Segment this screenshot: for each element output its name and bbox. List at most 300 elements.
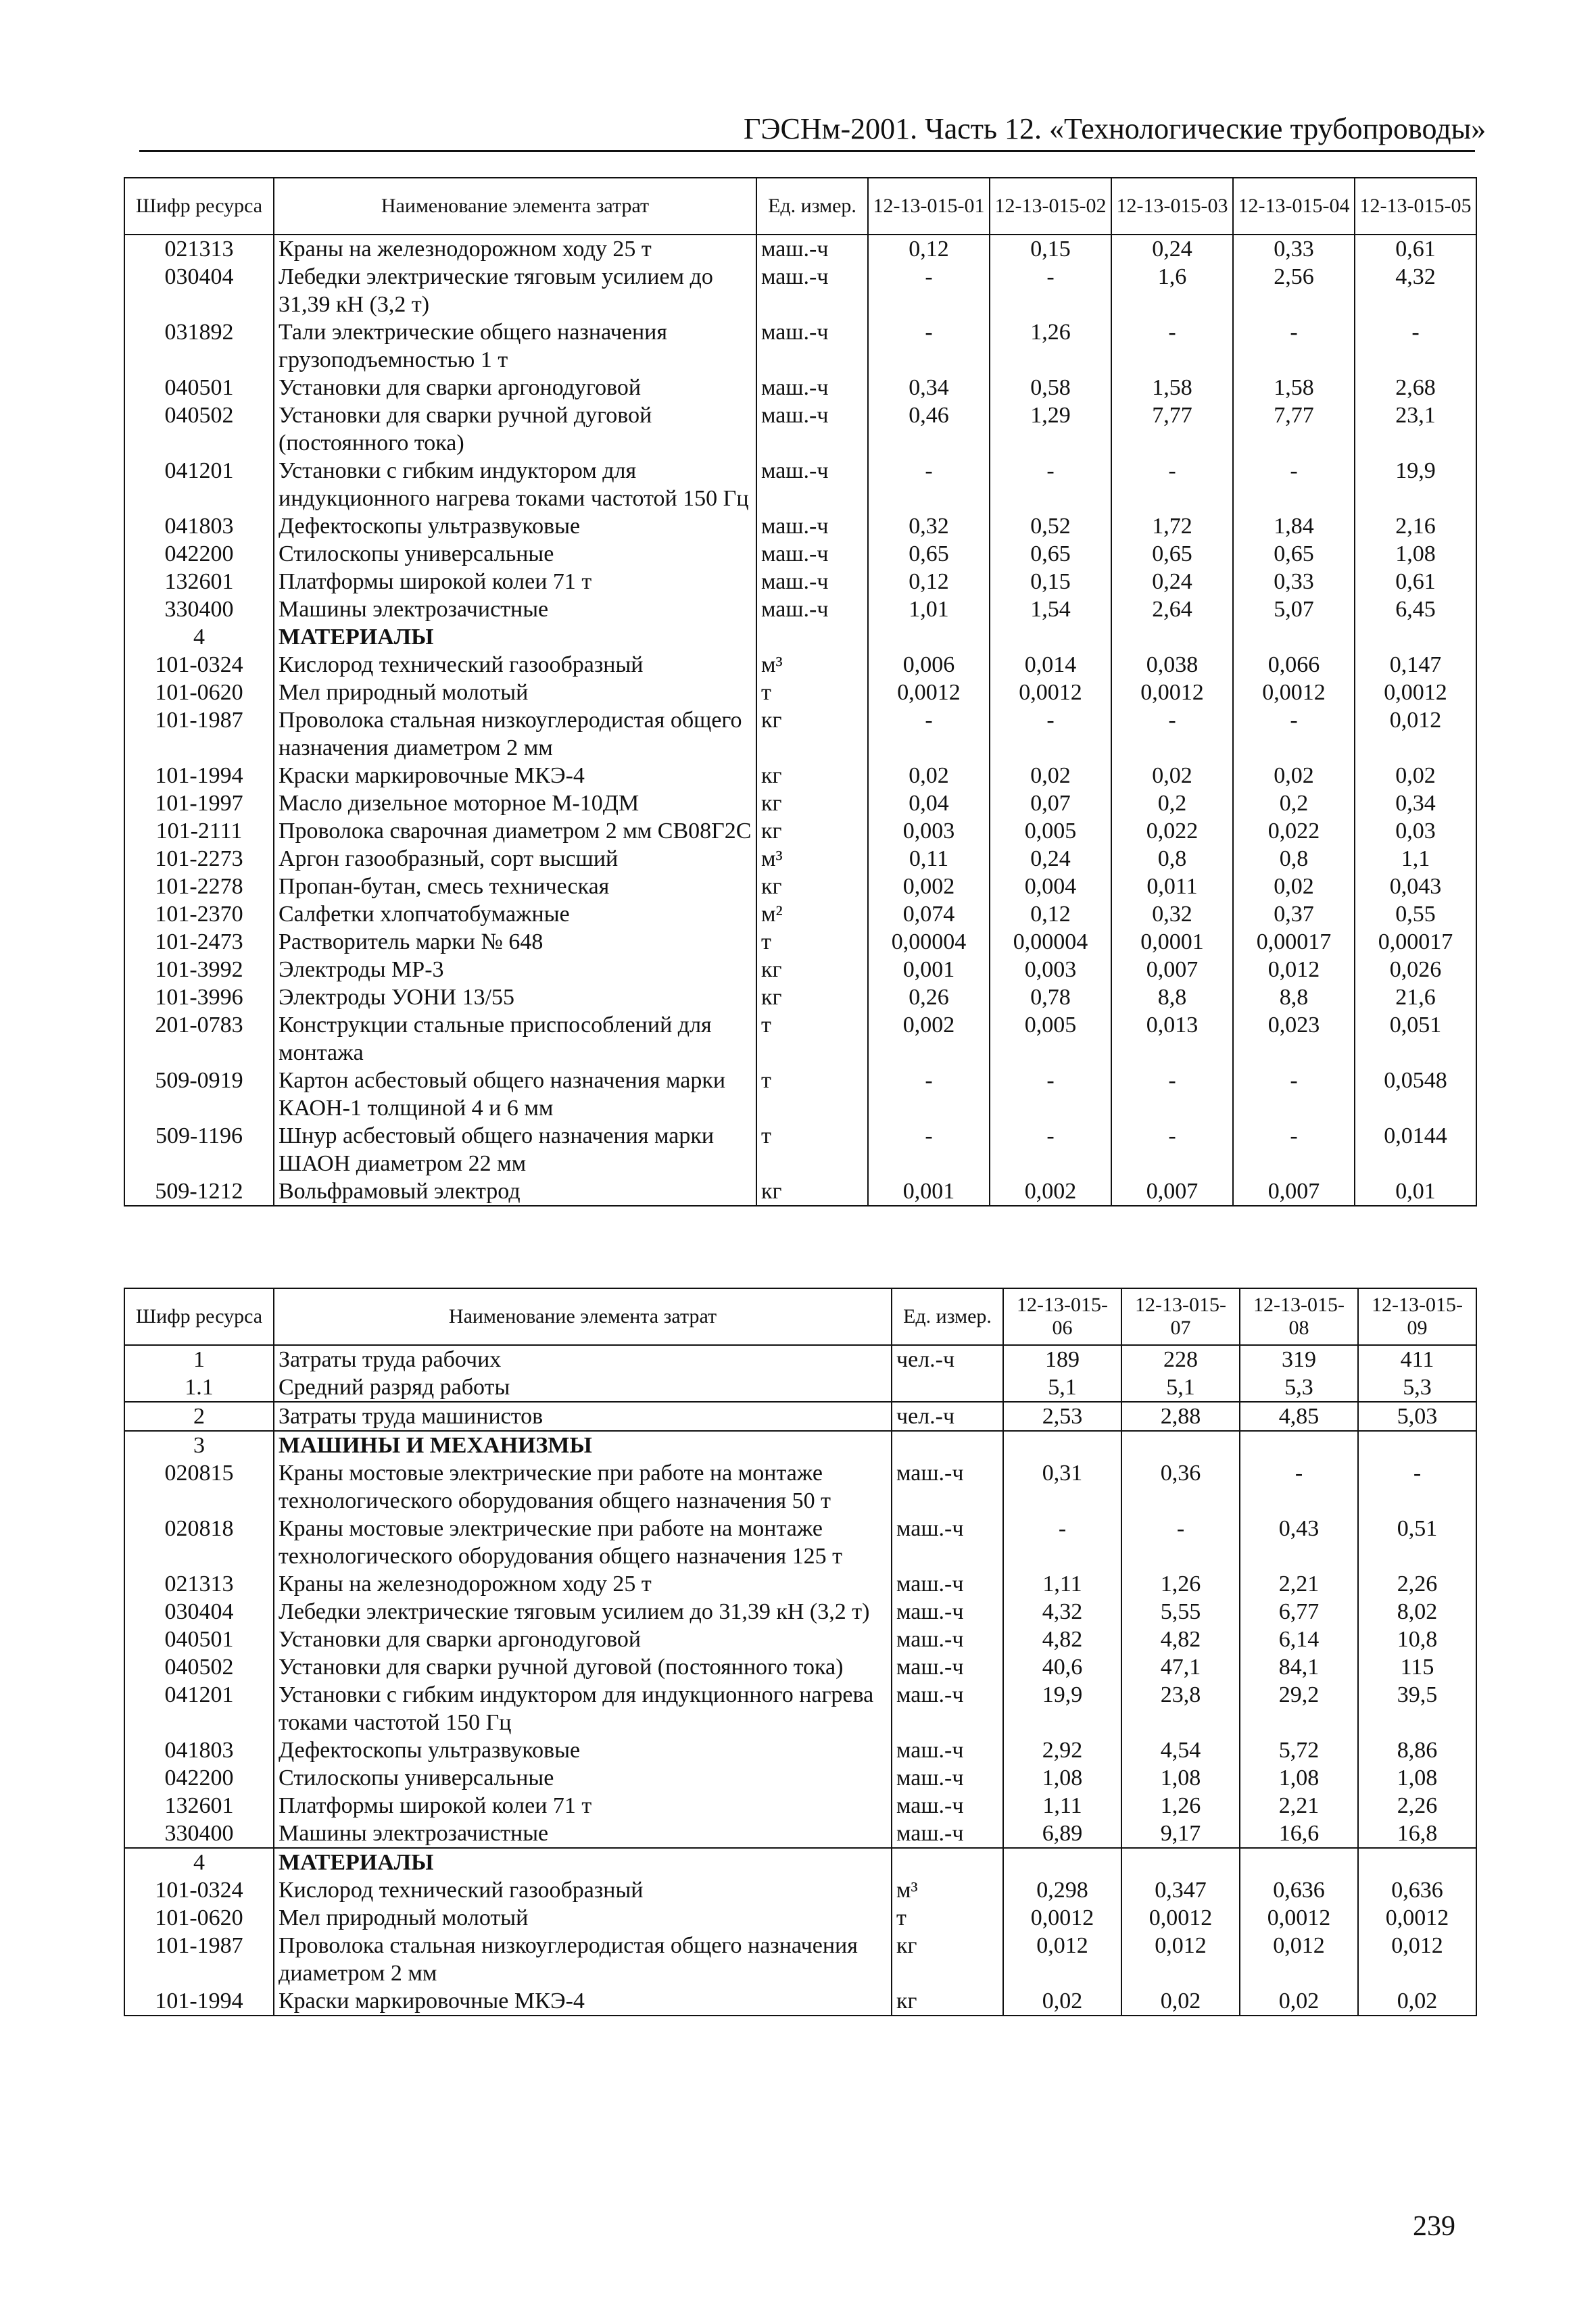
value-cell: - (1233, 318, 1355, 374)
value-cell: - (1121, 1515, 1240, 1570)
cost-element-name: Электроды УОНИ 13/55 (274, 983, 756, 1011)
value-cell: 0,8 (1111, 845, 1233, 873)
unit-cell: т (756, 679, 868, 706)
cost-element-name: Краны на железнодорожном ходу 25 т (274, 1570, 892, 1598)
unit-cell: маш.-ч (892, 1764, 1003, 1792)
resource-code: 3 (124, 1431, 274, 1459)
value-cell: 0,00017 (1233, 928, 1355, 956)
unit-cell: маш.-ч (756, 401, 868, 457)
value-cell: 0,33 (1233, 235, 1355, 263)
unit-cell (892, 1848, 1003, 1876)
value-cell: 21,6 (1355, 983, 1476, 1011)
resource-code: 101-0620 (124, 679, 274, 706)
value-cell: 2,64 (1111, 595, 1233, 623)
value-cell: - (1358, 1459, 1476, 1515)
value-cell: 2,53 (1003, 1402, 1121, 1431)
value-cell: 1,29 (990, 401, 1111, 457)
value-cell: 0,026 (1355, 956, 1476, 983)
value-cell: 2,16 (1355, 512, 1476, 540)
value-cell: - (1111, 1067, 1233, 1122)
value-cell: - (1111, 318, 1233, 374)
cost-element-name: Платформы широкой колеи 71 т (274, 1792, 892, 1820)
cost-element-name: Установки с гибким индуктором для индукционного нагрева токами частотой 150 Гц (274, 1681, 892, 1736)
value-cell: 23,8 (1121, 1681, 1240, 1736)
value-cell: 1,08 (1003, 1764, 1121, 1792)
value-cell: - (1355, 318, 1476, 374)
cost-element-name: Конструкции стальные приспособлений для монтажа (274, 1011, 756, 1067)
unit-cell: маш.-ч (756, 318, 868, 374)
value-cell: - (1111, 1122, 1233, 1177)
value-cell: 0,001 (868, 956, 990, 983)
resource-code: 042200 (124, 540, 274, 568)
value-cell: 0,37 (1233, 900, 1355, 928)
value-cell: 2,68 (1355, 374, 1476, 401)
table-row (124, 900, 1476, 928)
value-cell: 4,54 (1121, 1736, 1240, 1764)
cost-element-name: Лебедки электрические тяговым усилием до 31,39 кН (3,2 т) (274, 1598, 892, 1626)
value-cell: 6,14 (1240, 1626, 1358, 1653)
resource-code: 041201 (124, 1681, 274, 1736)
header-rule (139, 150, 1475, 152)
unit-cell: кг (756, 956, 868, 983)
unit-cell: маш.-ч (892, 1459, 1003, 1515)
value-cell: 0,013 (1111, 1011, 1233, 1067)
value-cell: 228 (1121, 1345, 1240, 1373)
value-cell: 6,89 (1003, 1820, 1121, 1848)
value-cell: 0,022 (1233, 817, 1355, 845)
value-cell (1003, 1848, 1121, 1876)
cost-element-name: Мел природный молотый (274, 679, 756, 706)
value-cell: 0,298 (1003, 1876, 1121, 1904)
unit-cell (756, 623, 868, 651)
cost-element-name: Пропан-бутан, смесь техническая (274, 873, 756, 900)
unit-cell: м² (756, 900, 868, 928)
value-cell: 10,8 (1358, 1626, 1476, 1653)
value-cell: 0,02 (1121, 1987, 1240, 2016)
value-cell: 0,066 (1233, 651, 1355, 679)
cost-element-name: Масло дизельное моторное М-10ДМ (274, 789, 756, 817)
value-cell: 7,77 (1111, 401, 1233, 457)
value-cell: 0,051 (1355, 1011, 1476, 1067)
value-cell: 0,58 (990, 374, 1111, 401)
value-cell (1003, 1431, 1121, 1459)
table-row (124, 651, 1476, 679)
value-cell: 0,32 (868, 512, 990, 540)
value-cell: 0,005 (990, 1011, 1111, 1067)
resource-code: 101-0324 (124, 1876, 274, 1904)
resource-code: 4 (124, 1848, 274, 1876)
value-cell: 0,34 (1355, 789, 1476, 817)
cost-element-name: Дефектоскопы ультразвуковые (274, 512, 756, 540)
value-cell: 4,32 (1355, 263, 1476, 318)
header-cost-element: Наименование элемента затрат (274, 178, 756, 235)
value-cell: 2,56 (1233, 263, 1355, 318)
value-cell: 6,45 (1355, 595, 1476, 623)
resource-code: 101-1987 (124, 706, 274, 762)
value-cell: - (990, 706, 1111, 762)
page-header-title: ГЭСНм-2001. Часть 12. «Технологические трубопроводы» (744, 112, 1486, 145)
value-cell: 4,82 (1003, 1626, 1121, 1653)
table-row (124, 1904, 1476, 1932)
value-cell: 0,0548 (1355, 1067, 1476, 1122)
value-cell: 0,34 (868, 374, 990, 401)
table-row (124, 263, 1476, 318)
table-row (124, 762, 1476, 789)
value-cell: - (1003, 1515, 1121, 1570)
table-row (124, 928, 1476, 956)
value-cell: 4,32 (1003, 1598, 1121, 1626)
value-cell: 0,55 (1355, 900, 1476, 928)
value-cell: 0,0012 (1121, 1904, 1240, 1932)
unit-cell: маш.-ч (892, 1736, 1003, 1764)
value-cell: 0,023 (1233, 1011, 1355, 1067)
table-row (124, 1570, 1476, 1598)
cost-element-name: Проволока сварочная диаметром 2 мм СВ08Г2С (274, 817, 756, 845)
value-cell: 8,86 (1358, 1736, 1476, 1764)
header-norm-02: 12-13-015-02 (990, 178, 1111, 235)
unit-cell: маш.-ч (892, 1598, 1003, 1626)
header-norm-09: 12-13-015-09 (1358, 1288, 1476, 1345)
unit-cell: маш.-ч (892, 1820, 1003, 1848)
resource-code: 101-2273 (124, 845, 274, 873)
value-cell: - (868, 457, 990, 512)
value-cell: - (990, 263, 1111, 318)
table-row (124, 1515, 1476, 1570)
unit-cell: кг (756, 1177, 868, 1206)
cost-element-name: Установки с гибким индуктором для индукционного нагрева токами частотой 150 Гц (274, 457, 756, 512)
unit-cell: кг (756, 706, 868, 762)
value-cell: 0,31 (1003, 1459, 1121, 1515)
resource-code: 030404 (124, 1598, 274, 1626)
value-cell: - (1111, 457, 1233, 512)
unit-cell (892, 1431, 1003, 1459)
value-cell: 19,9 (1003, 1681, 1121, 1736)
value-cell: 4,85 (1240, 1402, 1358, 1431)
unit-cell: кг (756, 983, 868, 1011)
unit-cell: маш.-ч (892, 1681, 1003, 1736)
header-norm-05: 12-13-015-05 (1355, 178, 1476, 235)
value-cell: 1,08 (1121, 1764, 1240, 1792)
table-row (124, 789, 1476, 817)
value-cell: - (1233, 706, 1355, 762)
value-cell: 0,51 (1358, 1515, 1476, 1570)
value-cell: 0,012 (1355, 706, 1476, 762)
cost-element-name: Аргон газообразный, сорт высший (274, 845, 756, 873)
resource-code: 509-0919 (124, 1067, 274, 1122)
value-cell (1121, 1848, 1240, 1876)
cost-element-name: Установки для сварки аргонодуговой (274, 374, 756, 401)
unit-cell (892, 1373, 1003, 1402)
resource-code: 132601 (124, 1792, 274, 1820)
table-row (124, 956, 1476, 983)
value-cell: 0,001 (868, 1177, 990, 1206)
table-row (124, 1122, 1476, 1177)
value-cell (1121, 1431, 1240, 1459)
value-cell: 5,07 (1233, 595, 1355, 623)
section-row (124, 1848, 1476, 1876)
value-cell: 16,8 (1358, 1820, 1476, 1848)
cost-element-name: Краны мостовые электрические при работе на монтаже технологического оборудования общего назначения 50 т (274, 1459, 892, 1515)
value-cell: 0,0012 (1358, 1904, 1476, 1932)
value-cell: 0,003 (990, 956, 1111, 983)
value-cell (1358, 1431, 1476, 1459)
value-cell: 0,004 (990, 873, 1111, 900)
page-number: 239 (1413, 2211, 1455, 2242)
value-cell: 0,347 (1121, 1876, 1240, 1904)
value-cell: 1,11 (1003, 1570, 1121, 1598)
value-cell: 0,005 (990, 817, 1111, 845)
value-cell: 0,03 (1355, 817, 1476, 845)
value-cell: 0,02 (1003, 1987, 1121, 2016)
table-header-row (124, 1288, 1476, 1345)
value-cell: 1,26 (1121, 1792, 1240, 1820)
cost-element-name: Краны на железнодорожном ходу 25 т (274, 235, 756, 263)
resource-code: 020818 (124, 1515, 274, 1570)
value-cell: 0,012 (1358, 1932, 1476, 1987)
value-cell: 0,074 (868, 900, 990, 928)
resource-code: 040502 (124, 401, 274, 457)
value-cell: 0,46 (868, 401, 990, 457)
cost-element-name: Шнур асбестовый общего назначения марки ШАОН диаметром 22 мм (274, 1122, 756, 1177)
cost-element-name: Краски маркировочные МКЭ-4 (274, 1987, 892, 2016)
resource-code: 041201 (124, 457, 274, 512)
value-cell: 2,21 (1240, 1570, 1358, 1598)
value-cell: 0,8 (1233, 845, 1355, 873)
table-row (124, 1932, 1476, 1987)
unit-cell: маш.-ч (892, 1515, 1003, 1570)
value-cell: 0,2 (1111, 789, 1233, 817)
value-cell: - (868, 1067, 990, 1122)
value-cell: 0,0012 (990, 679, 1111, 706)
table-row (124, 1876, 1476, 1904)
value-cell: - (1233, 1067, 1355, 1122)
value-cell: 189 (1003, 1345, 1121, 1373)
value-cell: 0,00004 (868, 928, 990, 956)
value-cell: 5,1 (1003, 1373, 1121, 1402)
cost-element-name: Мел природный молотый (274, 1904, 892, 1932)
header-resource-code: Шифр ресурса (124, 1288, 274, 1345)
header-unit: Ед. измер. (756, 178, 868, 235)
header-resource-code: Шифр ресурса (124, 178, 274, 235)
value-cell: 0,01 (1355, 1177, 1476, 1206)
table-row (124, 318, 1476, 374)
value-cell: - (990, 1067, 1111, 1122)
resource-code: 101-2473 (124, 928, 274, 956)
value-cell: 8,8 (1111, 983, 1233, 1011)
value-cell: 1,6 (1111, 263, 1233, 318)
resource-table-1 (124, 177, 1477, 1207)
resource-code: 042200 (124, 1764, 274, 1792)
value-cell (990, 623, 1111, 651)
value-cell: 0,007 (1233, 1177, 1355, 1206)
table-row (124, 1598, 1476, 1626)
value-cell: - (990, 1122, 1111, 1177)
value-cell (1355, 623, 1476, 651)
table-row (124, 1820, 1476, 1848)
section-row (124, 623, 1476, 651)
resource-code: 101-1994 (124, 762, 274, 789)
value-cell: 1,08 (1355, 540, 1476, 568)
unit-cell: маш.-ч (892, 1626, 1003, 1653)
value-cell: 1,54 (990, 595, 1111, 623)
unit-cell: маш.-ч (892, 1792, 1003, 1820)
cost-element-name: Стилоскопы универсальные (274, 1764, 892, 1792)
value-cell: 0,65 (1111, 540, 1233, 568)
value-cell: 0,02 (1355, 762, 1476, 789)
value-cell: 19,9 (1355, 457, 1476, 512)
unit-cell: маш.-ч (756, 457, 868, 512)
header-norm-01: 12-13-015-01 (868, 178, 990, 235)
value-cell: 84,1 (1240, 1653, 1358, 1681)
cost-element-name: Тали электрические общего назначения грузоподъемностью 1 т (274, 318, 756, 374)
resource-code: 101-1997 (124, 789, 274, 817)
table-row (124, 873, 1476, 900)
value-cell: 5,3 (1358, 1373, 1476, 1402)
cost-element-name: Стилоскопы универсальные (274, 540, 756, 568)
value-cell (868, 623, 990, 651)
value-cell: 0,0012 (1355, 679, 1476, 706)
unit-cell: маш.-ч (756, 568, 868, 595)
value-cell: 5,55 (1121, 1598, 1240, 1626)
table-row (124, 457, 1476, 512)
value-cell: 0,02 (1358, 1987, 1476, 2016)
resource-code: 2 (124, 1402, 274, 1431)
value-cell: 0,012 (1003, 1932, 1121, 1987)
value-cell: 2,92 (1003, 1736, 1121, 1764)
value-cell: 0,006 (868, 651, 990, 679)
cost-element-name: Установки для сварки ручной дуговой (постоянного тока) (274, 1653, 892, 1681)
table-row (124, 1987, 1476, 2016)
unit-cell: маш.-ч (756, 540, 868, 568)
value-cell: 1,58 (1233, 374, 1355, 401)
value-cell: 1,26 (1121, 1570, 1240, 1598)
resource-code: 040502 (124, 1653, 274, 1681)
value-cell: 7,77 (1233, 401, 1355, 457)
value-cell: - (868, 263, 990, 318)
table-row (124, 845, 1476, 873)
value-cell: 0,07 (990, 789, 1111, 817)
resource-code: 101-1987 (124, 1932, 274, 1987)
resource-code: 101-3996 (124, 983, 274, 1011)
value-cell: 8,8 (1233, 983, 1355, 1011)
value-cell: 0,00004 (990, 928, 1111, 956)
value-cell: 0,02 (1240, 1987, 1358, 2016)
unit-cell: кг (756, 789, 868, 817)
value-cell: 2,21 (1240, 1792, 1358, 1820)
value-cell: 115 (1358, 1653, 1476, 1681)
cost-element-name: Дефектоскопы ультразвуковые (274, 1736, 892, 1764)
resource-code: 509-1196 (124, 1122, 274, 1177)
value-cell: 0,012 (1240, 1932, 1358, 1987)
cost-element-name: МАШИНЫ И МЕХАНИЗМЫ (274, 1431, 892, 1459)
value-cell: 0,12 (868, 568, 990, 595)
value-cell: 0,0144 (1355, 1122, 1476, 1177)
value-cell: 0,65 (1233, 540, 1355, 568)
table-row (124, 1736, 1476, 1764)
unit-cell: чел.-ч (892, 1345, 1003, 1373)
value-cell: 0,014 (990, 651, 1111, 679)
table-header-row (124, 178, 1476, 235)
value-cell: 2,26 (1358, 1570, 1476, 1598)
cost-element-name: МАТЕРИАЛЫ (274, 1848, 892, 1876)
value-cell: 0,002 (868, 1011, 990, 1067)
resource-code: 021313 (124, 235, 274, 263)
resource-code: 101-2111 (124, 817, 274, 845)
value-cell: 1,84 (1233, 512, 1355, 540)
unit-cell: кг (756, 762, 868, 789)
table-row (124, 679, 1476, 706)
unit-cell: м³ (756, 651, 868, 679)
table-row (124, 401, 1476, 457)
value-cell: 0,012 (1121, 1932, 1240, 1987)
header-norm-03: 12-13-015-03 (1111, 178, 1233, 235)
value-cell: 2,88 (1121, 1402, 1240, 1431)
value-cell: 1,08 (1240, 1764, 1358, 1792)
value-cell: 0,43 (1240, 1515, 1358, 1570)
unit-cell: кг (892, 1932, 1003, 1987)
value-cell: 1,08 (1358, 1764, 1476, 1792)
header-unit: Ед. измер. (892, 1288, 1003, 1345)
unit-cell: кг (892, 1987, 1003, 2016)
value-cell: 0,0012 (1240, 1904, 1358, 1932)
value-cell: 0,02 (1233, 762, 1355, 789)
table-row (124, 1459, 1476, 1515)
resource-code: 1.1 (124, 1373, 274, 1402)
value-cell: 1,72 (1111, 512, 1233, 540)
cost-element-name: Краски маркировочные МКЭ-4 (274, 762, 756, 789)
table-row (124, 540, 1476, 568)
value-cell: 1,01 (868, 595, 990, 623)
unit-cell: т (756, 1067, 868, 1122)
resource-code: 4 (124, 623, 274, 651)
unit-cell: т (756, 1122, 868, 1177)
value-cell: 0,636 (1240, 1876, 1358, 1904)
unit-cell: м³ (756, 845, 868, 873)
unit-cell: т (892, 1904, 1003, 1932)
unit-cell: маш.-ч (756, 512, 868, 540)
resource-code: 030404 (124, 263, 274, 318)
cost-element-name: Кислород технический газообразный (274, 651, 756, 679)
value-cell: - (990, 457, 1111, 512)
value-cell (1358, 1848, 1476, 1876)
header-norm-04: 12-13-015-04 (1233, 178, 1355, 235)
value-cell: 39,5 (1358, 1681, 1476, 1736)
cost-element-name: Платформы широкой колеи 71 т (274, 568, 756, 595)
unit-cell: т (756, 1011, 868, 1067)
value-cell: 47,1 (1121, 1653, 1240, 1681)
unit-cell: маш.-ч (756, 595, 868, 623)
value-cell: 0,007 (1111, 956, 1233, 983)
value-cell: 2,26 (1358, 1792, 1476, 1820)
value-cell: - (868, 706, 990, 762)
value-cell: 0,147 (1355, 651, 1476, 679)
resource-code: 031892 (124, 318, 274, 374)
value-cell: - (1240, 1459, 1358, 1515)
value-cell (1111, 623, 1233, 651)
table-row (124, 1792, 1476, 1820)
value-cell: 0,04 (868, 789, 990, 817)
value-cell: 0,32 (1111, 900, 1233, 928)
value-cell: 0,02 (1233, 873, 1355, 900)
cost-element-name: Проволока стальная низкоуглеродистая общего назначения диаметром 2 мм (274, 706, 756, 762)
cost-element-name: Электроды МР-3 (274, 956, 756, 983)
table-row (124, 983, 1476, 1011)
cost-element-name: Установки для сварки аргонодуговой (274, 1626, 892, 1653)
value-cell: 5,3 (1240, 1373, 1358, 1402)
value-cell: 0,002 (868, 873, 990, 900)
resource-code: 330400 (124, 1820, 274, 1848)
value-cell (1240, 1431, 1358, 1459)
